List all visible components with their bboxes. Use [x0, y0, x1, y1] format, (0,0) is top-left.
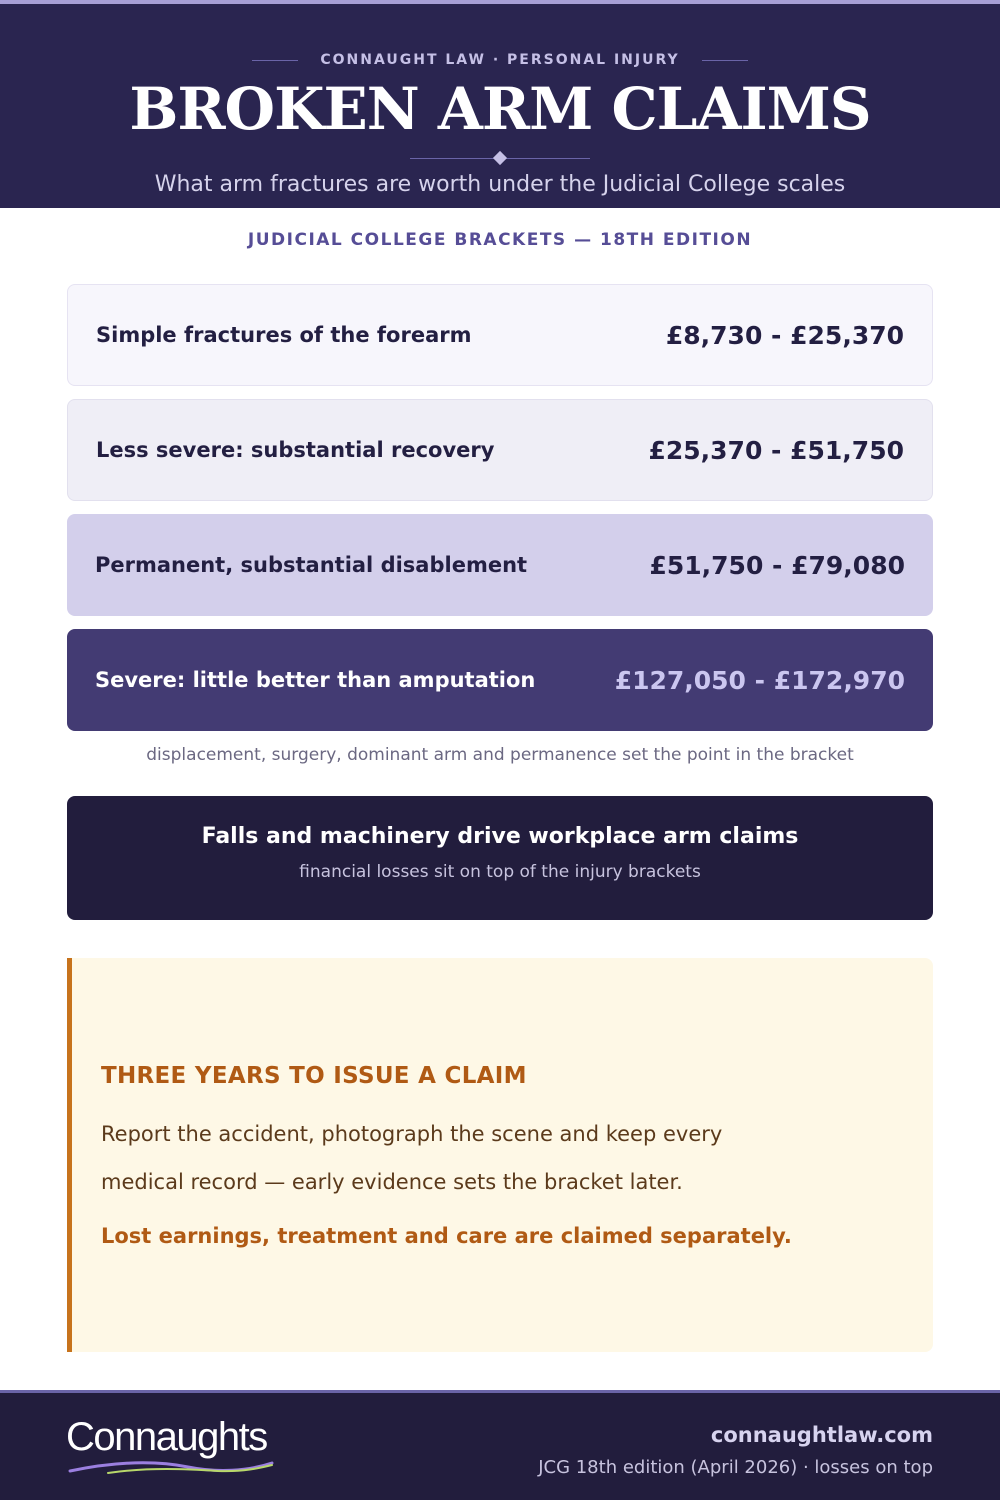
bracket-value: £127,050 - £172,970 — [614, 665, 905, 695]
bracket-row — [67, 514, 933, 616]
page-title: BROKEN ARM CLAIMS — [129, 75, 871, 143]
limitation-callout — [67, 958, 933, 1352]
bracket-row — [67, 284, 933, 386]
bracket-note: displacement, surgery, dominant arm and permanence set the point in the bracket — [146, 745, 854, 765]
workplace-subtitle: financial losses sit on top of the injury brackets — [299, 862, 701, 882]
bracket-label: Severe: little better than amputation — [95, 668, 536, 692]
eyebrow-row — [0, 50, 1000, 70]
bracket-label: Less severe: substantial recovery — [96, 438, 495, 462]
header-banner — [0, 0, 1000, 208]
bracket-row — [67, 399, 933, 501]
callout-title: THREE YEARS TO ISSUE A CLAIM — [101, 1063, 527, 1089]
footer-meta: JCG 18th edition (April 2026) · losses on top — [538, 1457, 933, 1478]
eyebrow-rule-left — [252, 60, 298, 61]
bracket-label: Simple fractures of the forearm — [96, 323, 472, 347]
bracket-value: £8,730 - £25,370 — [665, 320, 904, 350]
section-label: JUDICIAL COLLEGE BRACKETS — 18TH EDITION — [247, 230, 753, 250]
callout-body: Report the accident, photograph the scene and keep every medical record — early evidence sets the bracket later. — [101, 1122, 723, 1194]
callout-emphasis: Lost earnings, treatment and care are claimed separately. — [101, 1224, 792, 1248]
bracket-label: Permanent, substantial disablement — [95, 553, 528, 577]
page-subtitle: What arm fractures are worth under the Judicial College scales — [154, 172, 846, 197]
footer — [0, 1390, 1000, 1500]
workplace-title: Falls and machinery drive workplace arm claims — [201, 824, 799, 849]
eyebrow-rule-right — [702, 60, 748, 61]
footer-url[interactable]: connaughtlaw.com — [710, 1423, 933, 1447]
workplace-banner — [67, 796, 933, 920]
diamond-icon — [493, 151, 507, 165]
logo-swoosh-icon — [68, 1459, 274, 1475]
brand-logo: Connaughts — [66, 1415, 267, 1459]
bracket-row — [67, 629, 933, 731]
eyebrow-text: CONNAUGHT LAW · PERSONAL INJURY — [320, 52, 680, 68]
bracket-value: £51,750 - £79,080 — [649, 550, 905, 580]
bracket-value: £25,370 - £51,750 — [648, 435, 904, 465]
